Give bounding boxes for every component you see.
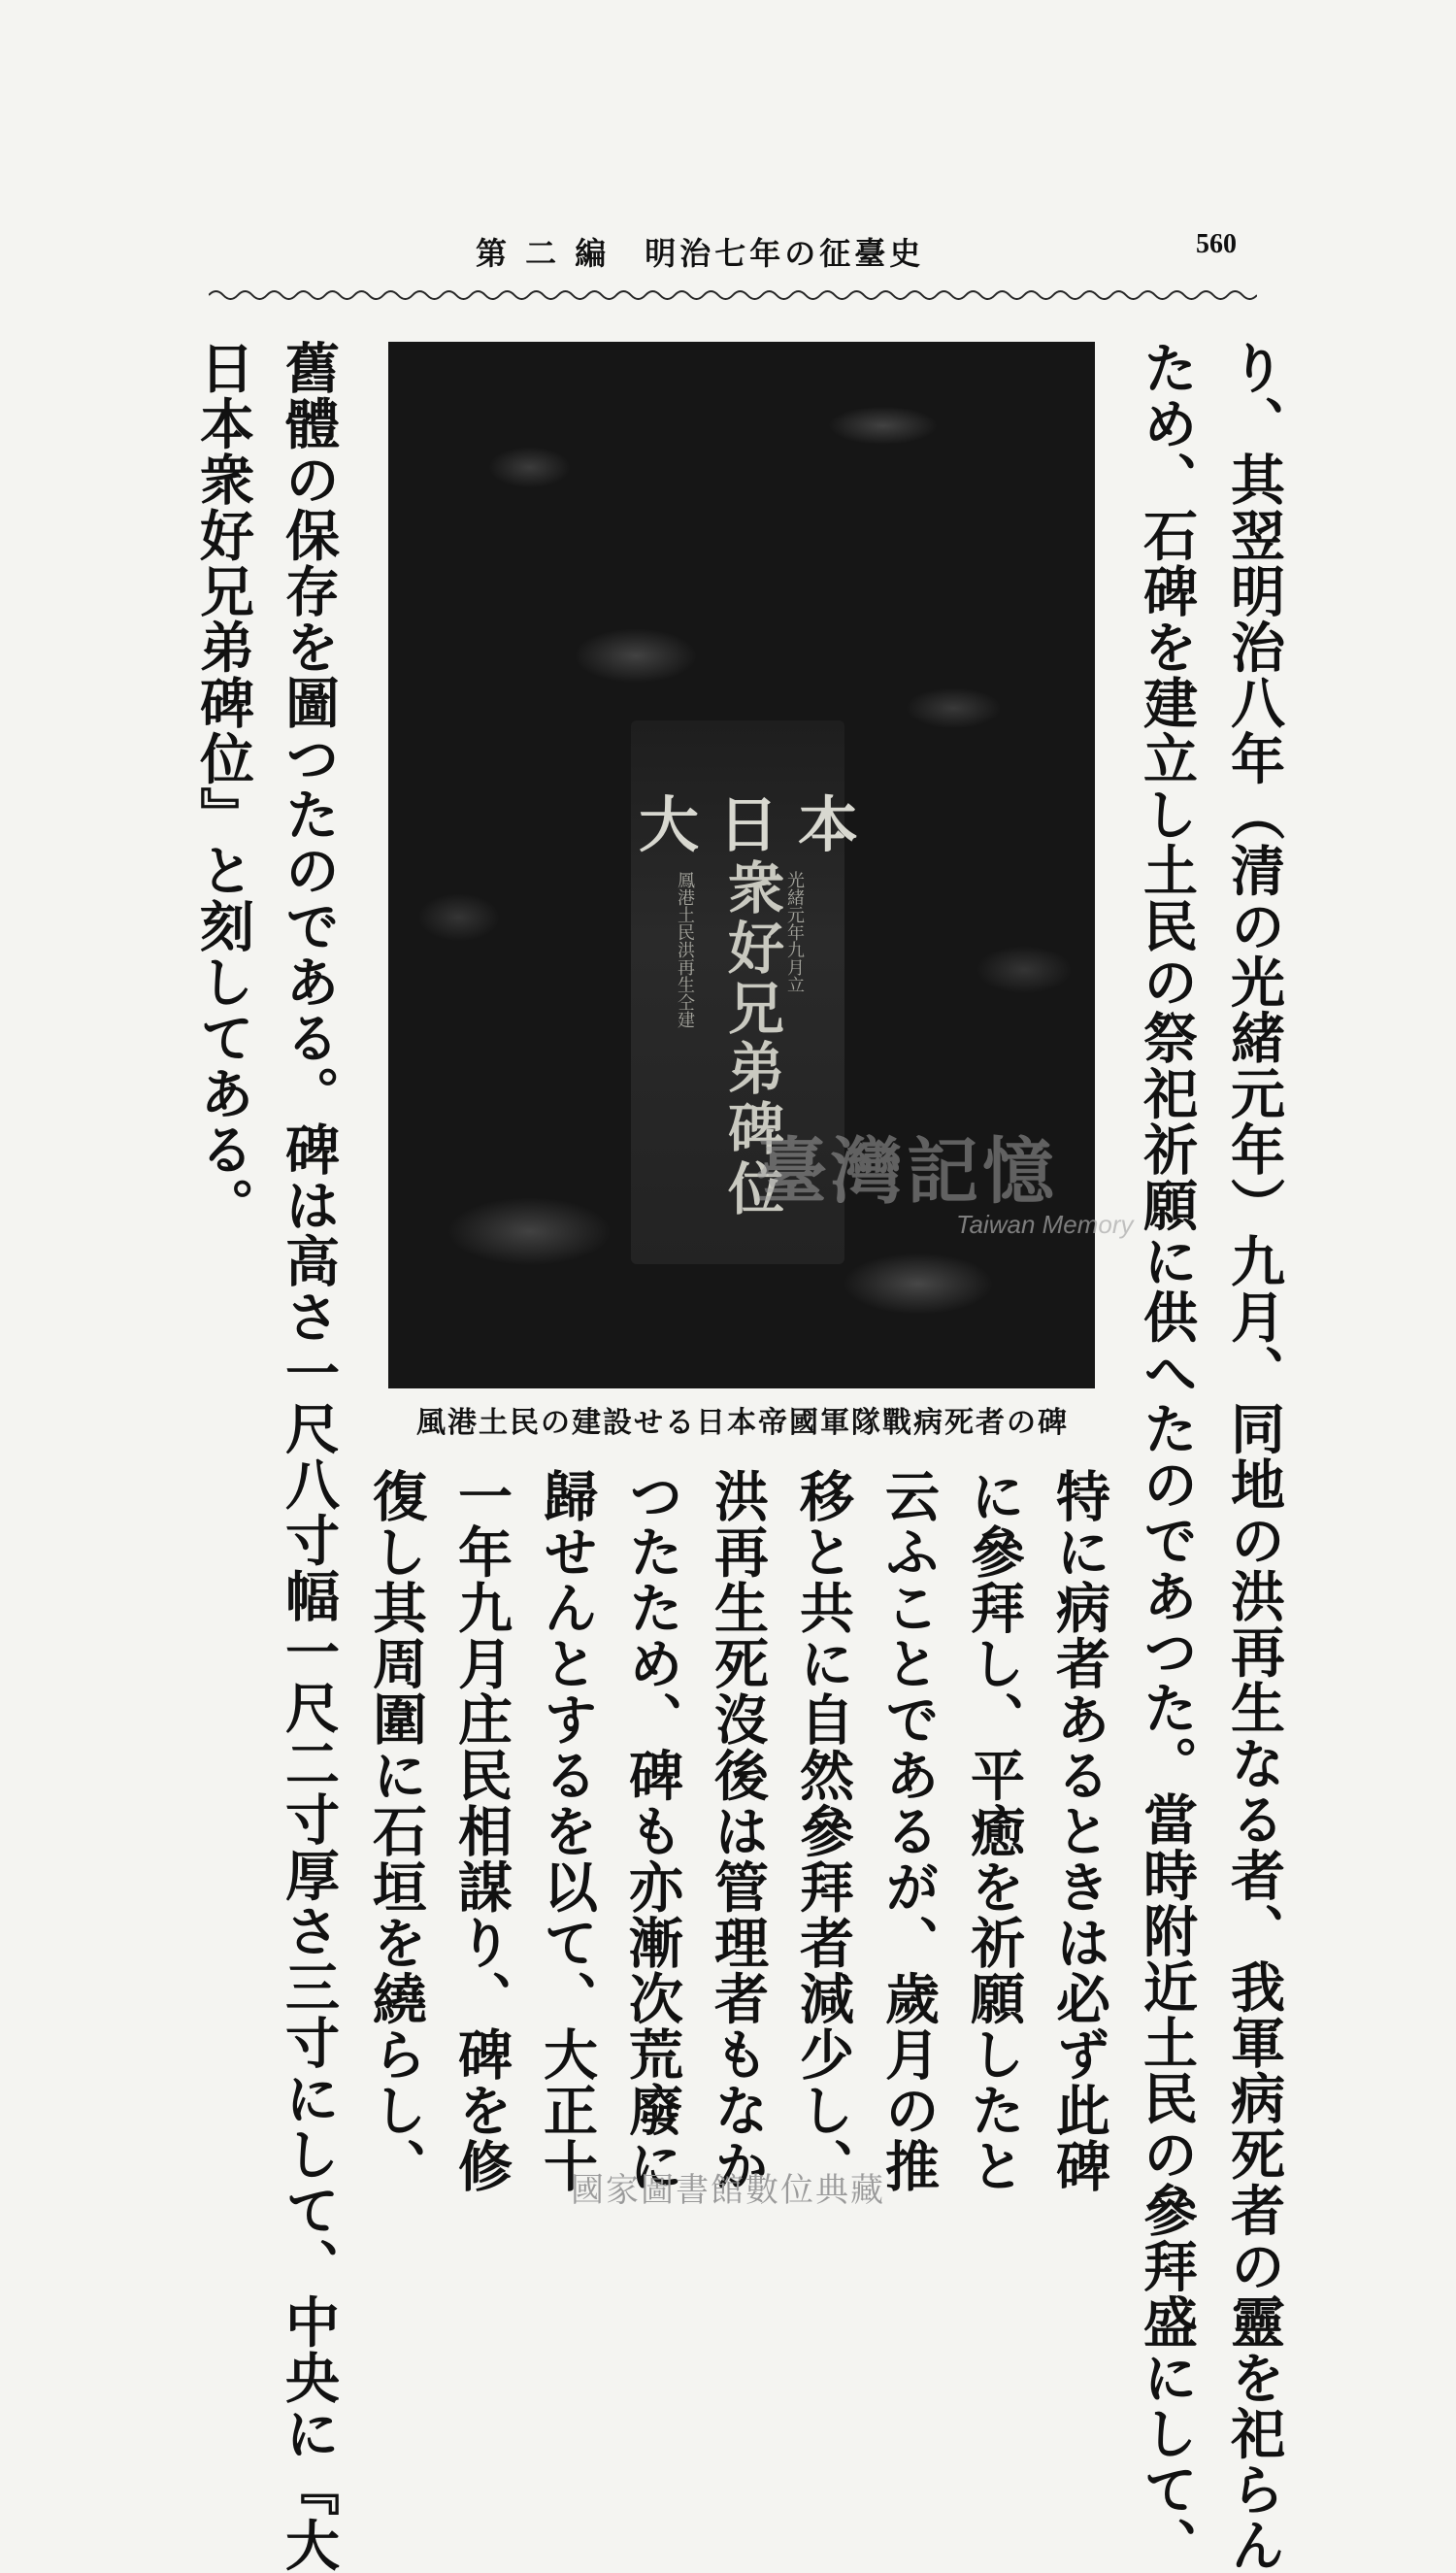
text-column-lower-9: 復し其周圍に石垣を繞らし、 [364, 1468, 428, 2194]
page-number: 560 [1196, 229, 1237, 259]
text-column-lower-7: 歸せんとするを以て、大正十 [535, 1468, 599, 2194]
text-column-left-1: 舊體の保存を圖つたのである。碑は高さ一尺八寸幅一尺二寸厚さ三寸にして、中央に『大 [277, 340, 341, 2573]
text-column-lower-2: に參拜し、平癒を祈願したと [962, 1468, 1026, 2194]
text-column-right-1: り、其翌明治八年（清の光緒元年）九月、同地の洪再生なる者、我軍病死者の靈を祀らん [1222, 340, 1286, 2573]
text-column-lower-4: 移と共に自然參拜者減少し、 [791, 1468, 855, 2194]
header-wavy-rule [209, 287, 1257, 303]
text-column-lower-8: 一年九月庄民相謀り、碑を修 [449, 1468, 513, 2194]
watermark-english: Taiwan Memory [956, 1210, 1134, 1239]
text-column-right-2: ため、石碑を建立し土民の祭祀祈願に供へたのであつた。當時附近土民の參拜盛にして、 [1135, 340, 1199, 2573]
stone-inscription-side-right: 光緒元年九月立 [784, 871, 805, 993]
text-column-lower-1: 特に病者あるときは必ず此碑 [1047, 1468, 1111, 2194]
stone-inscription-side-left: 鳳港土民洪再生仝建 [675, 871, 695, 1028]
text-column-lower-6: つたため、碑も亦漸次荒廢に [620, 1468, 684, 2194]
photo-caption: 風港土民の建設せる日本帝國軍隊戰病死者の碑 [416, 1406, 1069, 1440]
running-header: 第 二 編 明治七年の征臺史 [476, 235, 925, 272]
text-column-lower-5: 洪再生死沒後は管理者もなか [706, 1468, 770, 2194]
library-footer: 國家圖書館數位典藏 [571, 2171, 885, 2210]
stone-inscription-main: 衆好兄弟碑位 [718, 858, 784, 1220]
watermark-logo: 臺灣記憶 [755, 1130, 1058, 1214]
stone-inscription-top: 大日本 [639, 789, 878, 860]
text-column-left-2: 日本衆好兄弟碑位』と刻してある。 [191, 340, 255, 1233]
text-column-lower-3: 云ふことであるが、歲月の推 [877, 1468, 941, 2194]
